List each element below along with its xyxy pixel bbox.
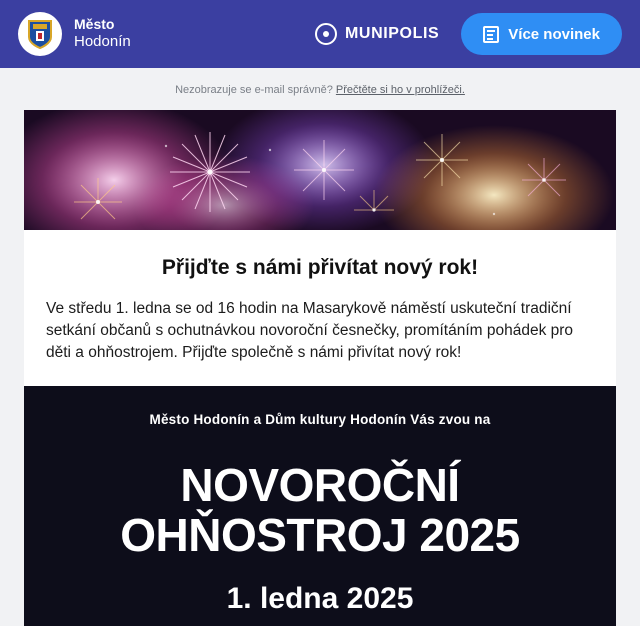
article-body: Ve středu 1. ledna se od 16 hodin na Masarykově náměstí uskuteční tradiční setkání občanů s ochutnávkou novoroční česnečky, promítáním pohádek pro děti a ohňostrojem. Přijďte společně s námi přivítat nový rok! [46,300,574,361]
brand-line-2: Hodonín [74,33,131,51]
poster-title-line-1: NOVOROČNÍ [180,459,460,511]
event-poster [24,386,616,626]
poster-date: 1. ledna 2025 [226,582,414,616]
article-headline: Přijďte s námi přivítat nový rok! [161,256,479,279]
brand-text [74,16,131,52]
munipolis-logo-block[interactable] [315,23,439,45]
email-body-card [24,110,616,626]
poster-kicker: Město Hodonín a Dům kultury Hodonín Vás zvou na [149,412,491,427]
brand-block[interactable] [18,12,131,56]
newspaper-icon [483,26,499,43]
city-crest-icon [18,12,62,56]
preheader [0,68,640,110]
munipolis-label: MUNIPOLIS [344,25,440,42]
preheader-text: Nezobrazuje se e-mail správně? [175,84,333,96]
fireworks-banner-image [24,110,616,230]
email-header-bar [0,0,640,68]
more-news-button[interactable] [461,13,622,55]
brand-line-1: Město [74,15,115,32]
more-news-label: Více novinek [508,25,600,43]
munipolis-signal-icon [315,23,337,45]
poster-title-line-2: OHŇOSTROJ 2025 [120,508,520,561]
view-in-browser-link[interactable]: Přečtěte si ho v prohlížeči. [335,84,465,96]
